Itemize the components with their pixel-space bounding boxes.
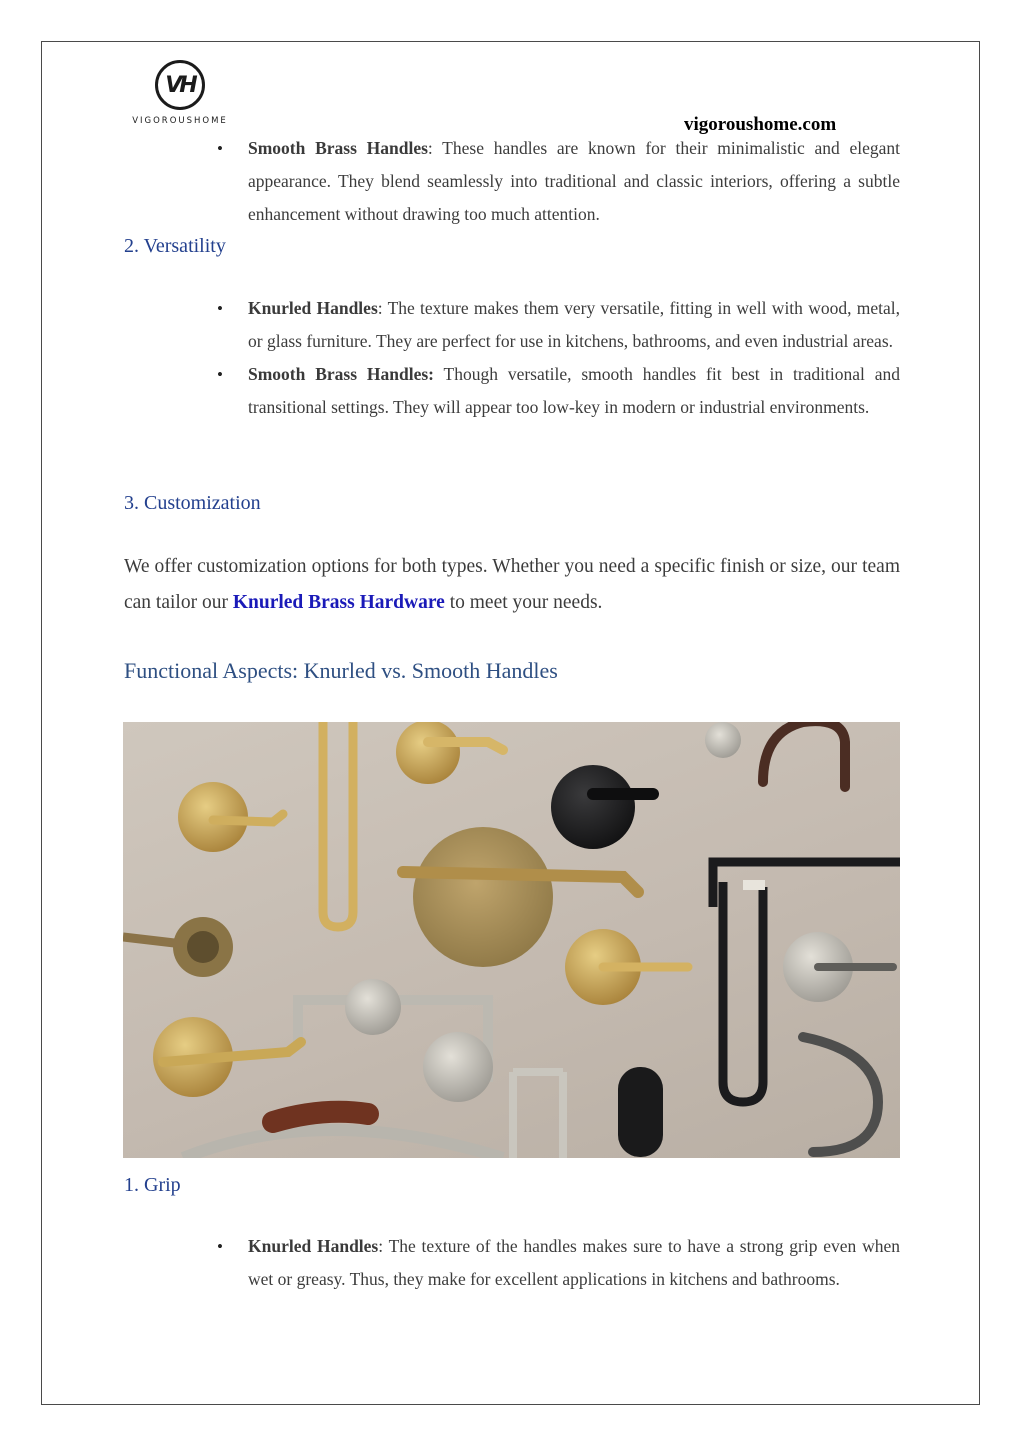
top-bullet-list: [124, 132, 900, 231]
paragraph-text: We offer customization options for both types. Whether you need a specific finish or size, our team can tailor our: [124, 556, 900, 613]
list-item: [124, 292, 900, 358]
bullet-text: : The texture makes them very versatile, fitting in well with wood, metal, or glass furniture. They are perfect for use in kitchens, bathrooms, and even industrial areas.: [248, 298, 900, 351]
customization-heading: 3. Customization: [124, 492, 261, 514]
bullet-text: : The texture of the handles makes sure to have a strong grip even when wet or greasy. Thus, they make for excellent applications in kitchens and bathrooms.: [248, 1236, 900, 1289]
grip-heading: 1. Grip: [124, 1174, 181, 1196]
bullet-text: : These handles are known for their minimalistic and elegant appearance. They blend seamlessly into traditional and classic interiors, offering a subtle enhancement without drawing too much attention.: [248, 138, 900, 224]
versatility-heading: 2. Versatility: [124, 235, 226, 257]
bullet-term: Smooth Brass Handles:: [248, 364, 434, 384]
bullet-term: Knurled Handles: [248, 1236, 379, 1256]
vh-logo-icon: VH: [155, 60, 205, 110]
grip-bullet-list: [124, 1230, 900, 1296]
list-item: [124, 358, 900, 424]
handles-illustration: [123, 722, 900, 1158]
site-url[interactable]: vigoroushome.com: [684, 114, 837, 135]
versatility-bullet-list: [124, 292, 900, 424]
paragraph-text-end: to meet your needs.: [444, 592, 603, 613]
logo-wordmark: VIGOROUSHOME: [132, 116, 228, 126]
customization-paragraph: [124, 549, 900, 621]
list-item: [124, 1230, 900, 1296]
bullet-text: Though versatile, smooth handles fit best in traditional and transitional settings. They will appear too low-key in modern or industrial environments.: [248, 364, 901, 417]
handles-photo: [123, 722, 900, 1158]
list-item: [124, 132, 900, 231]
functional-aspects-heading: Functional Aspects: Knurled vs. Smooth Handles: [124, 658, 558, 683]
knurled-brass-hardware-link[interactable]: Knurled Brass Hardware: [232, 592, 445, 613]
bullet-term: Knurled Handles: [248, 298, 378, 318]
brand-logo[interactable]: [123, 60, 237, 132]
bullet-term: Smooth Brass Handles: [248, 138, 428, 158]
